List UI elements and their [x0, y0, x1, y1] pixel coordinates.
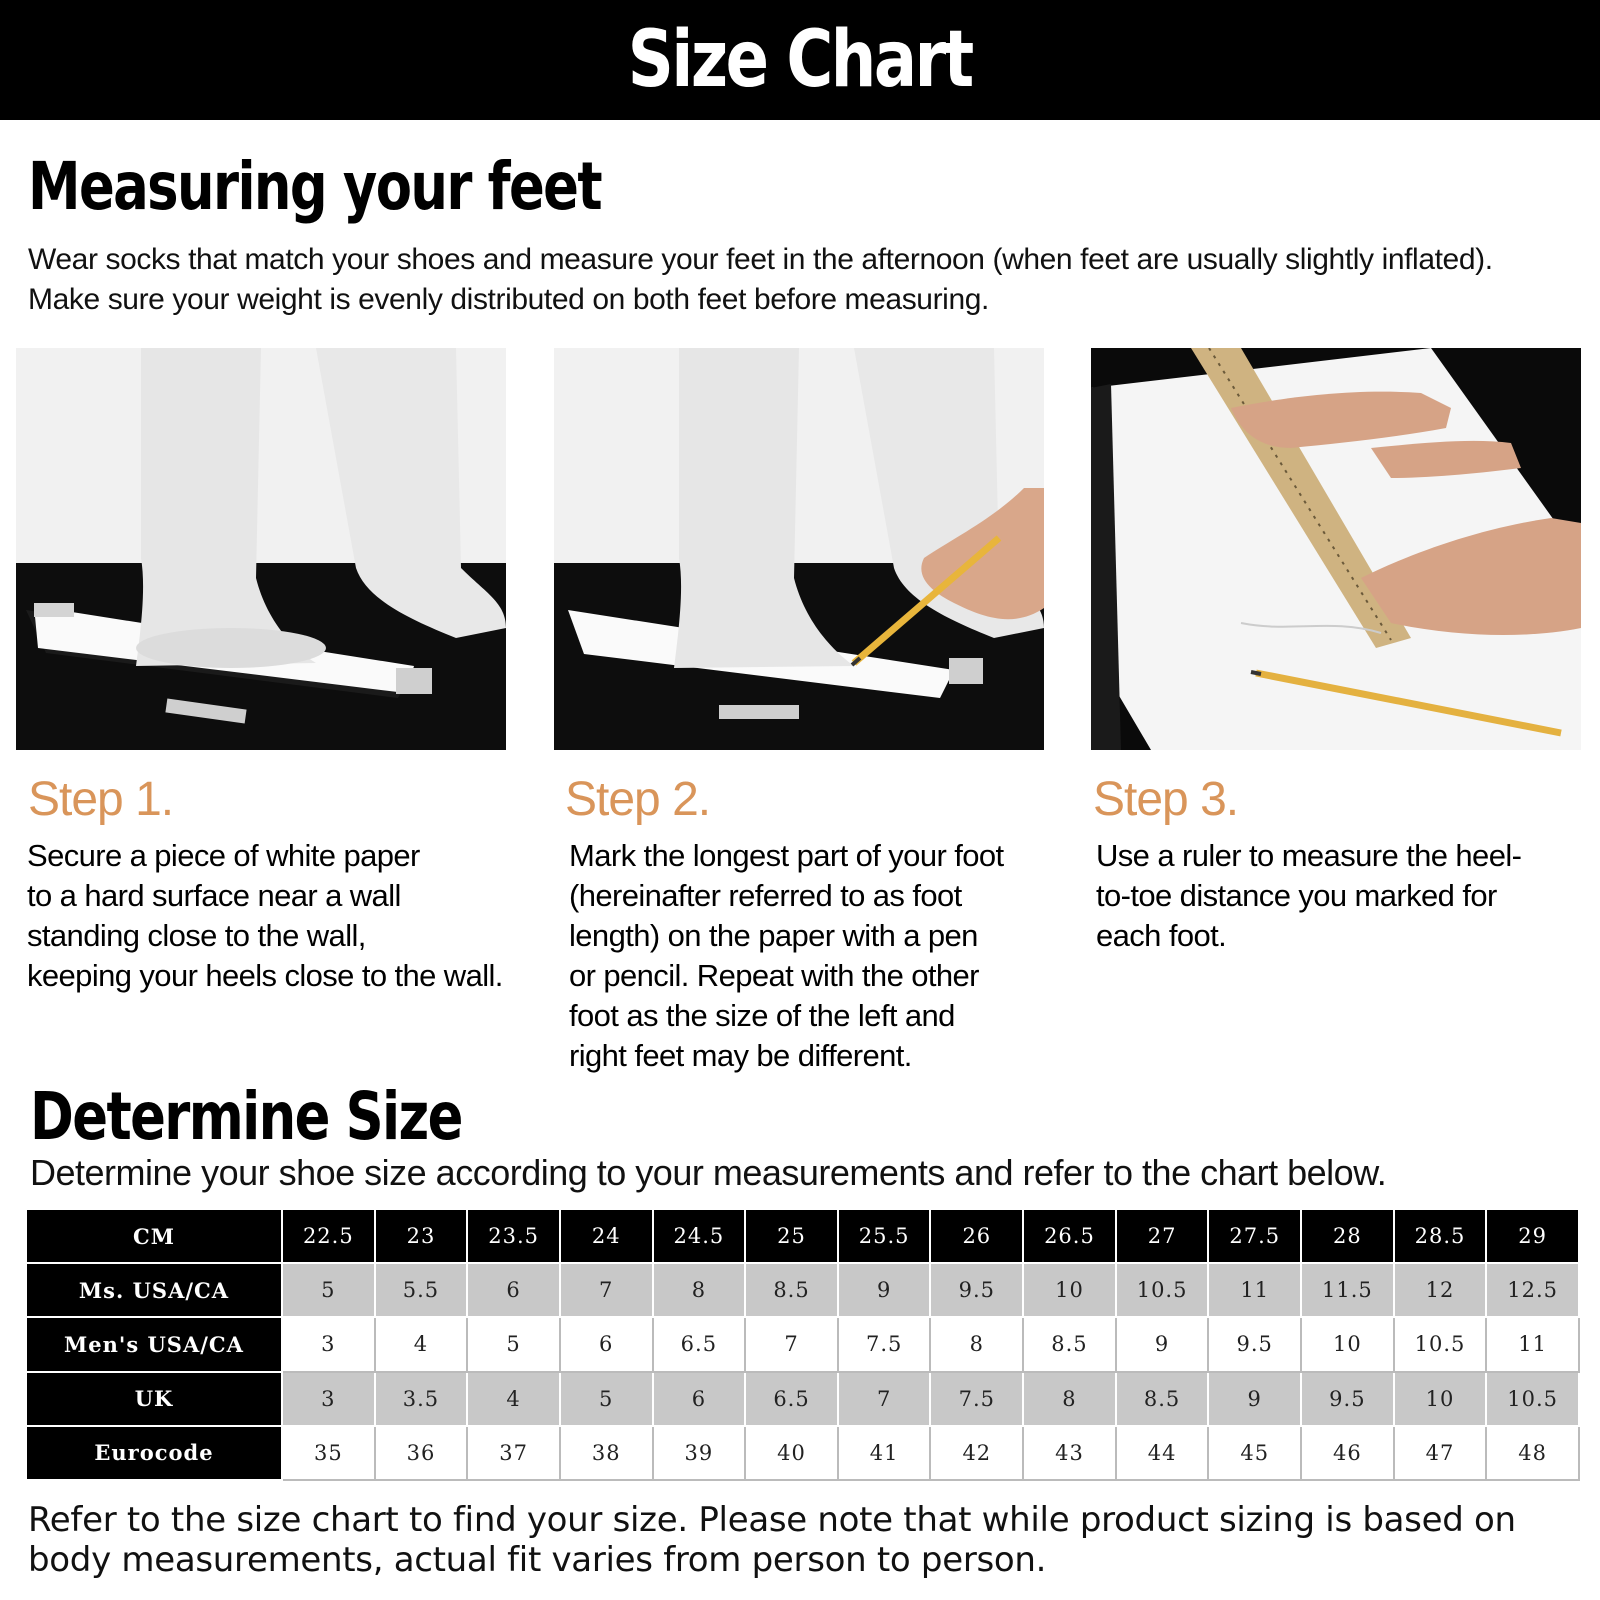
table-cell: 9.5 [1208, 1317, 1301, 1371]
determine-intro: Determine your shoe size according to your measurements and refer to the chart below. [30, 1152, 1387, 1193]
measuring-heading: Measuring your feet [28, 148, 602, 225]
table-cell: 8 [930, 1317, 1023, 1371]
table-cell: 40 [745, 1426, 838, 1480]
table-cell: 10.5 [1394, 1317, 1487, 1371]
table-cell: 11.5 [1301, 1263, 1394, 1317]
page-title: Size Chart [627, 15, 973, 105]
step-3-title: Step 3. [1093, 773, 1239, 826]
table-cell: 4 [467, 1372, 560, 1426]
table-cell: 6 [560, 1317, 653, 1371]
table-cell: 8.5 [1023, 1317, 1116, 1371]
table-cell: 35 [282, 1426, 375, 1480]
table-cell: 24.5 [653, 1209, 746, 1263]
table-cell: 25.5 [838, 1209, 931, 1263]
table-cell: 29 [1486, 1209, 1579, 1263]
row-header: CM [26, 1209, 282, 1263]
table-cell: 26.5 [1023, 1209, 1116, 1263]
footer-note: Refer to the size chart to find your size. Please note that while product sizing is based on body measurements, actual fit varies from person to person. [28, 1500, 1516, 1580]
table-cell: 44 [1116, 1426, 1209, 1480]
table-cell: 5.5 [375, 1263, 468, 1317]
table-row [26, 1426, 1579, 1480]
table-cell: 10 [1023, 1263, 1116, 1317]
table-cell: 12 [1394, 1263, 1487, 1317]
table-cell: 10.5 [1116, 1263, 1209, 1317]
table-cell: 28.5 [1394, 1209, 1487, 1263]
table-cell: 37 [467, 1426, 560, 1480]
table-cell: 5 [467, 1317, 560, 1371]
table-cell: 39 [653, 1426, 746, 1480]
table-cell: 26 [930, 1209, 1023, 1263]
table-row [26, 1372, 1579, 1426]
table-cell: 36 [375, 1426, 468, 1480]
table-cell: 9 [1116, 1317, 1209, 1371]
determine-heading: Determine Size [30, 1078, 462, 1155]
table-cell: 4 [375, 1317, 468, 1371]
table-cell: 27 [1116, 1209, 1209, 1263]
table-cell: 3.5 [375, 1372, 468, 1426]
table-cell: 8.5 [1116, 1372, 1209, 1426]
table-cell: 8.5 [745, 1263, 838, 1317]
table-cell: 6 [653, 1372, 746, 1426]
table-cell: 3 [282, 1317, 375, 1371]
table-cell: 38 [560, 1426, 653, 1480]
table-cell: 7 [560, 1263, 653, 1317]
row-header: UK [26, 1372, 282, 1426]
table-cell: 12.5 [1486, 1263, 1579, 1317]
table-cell: 5 [560, 1372, 653, 1426]
table-cell: 11 [1208, 1263, 1301, 1317]
table-cell: 3 [282, 1372, 375, 1426]
table-cell: 23 [375, 1209, 468, 1263]
table-row [26, 1263, 1579, 1317]
table-cell: 45 [1208, 1426, 1301, 1480]
table-cell: 23.5 [467, 1209, 560, 1263]
table-row [26, 1209, 1579, 1263]
step-1-title: Step 1. [28, 773, 174, 826]
step-3-text: Use a ruler to measure the heel- to-toe distance you marked for each foot. [1096, 838, 1522, 953]
table-cell: 9 [838, 1263, 931, 1317]
table-cell: 7 [745, 1317, 838, 1371]
table-cell: 5 [282, 1263, 375, 1317]
step-1-photo [16, 348, 506, 750]
table-cell: 8 [1023, 1372, 1116, 1426]
table-cell: 24 [560, 1209, 653, 1263]
table-cell: 9.5 [1301, 1372, 1394, 1426]
row-header: Men's USA/CA [26, 1317, 282, 1371]
table-cell: 11 [1486, 1317, 1579, 1371]
table-cell: 47 [1394, 1426, 1487, 1480]
table-cell: 46 [1301, 1426, 1394, 1480]
table-cell: 10 [1301, 1317, 1394, 1371]
table-cell: 48 [1486, 1426, 1579, 1480]
table-cell: 22.5 [282, 1209, 375, 1263]
table-cell: 8 [653, 1263, 746, 1317]
table-cell: 10.5 [1486, 1372, 1579, 1426]
table-cell: 9 [1208, 1372, 1301, 1426]
table-cell: 10 [1394, 1372, 1487, 1426]
step-3-photo [1091, 348, 1581, 750]
row-header: Eurocode [26, 1426, 282, 1480]
table-row [26, 1317, 1579, 1371]
table-cell: 6 [467, 1263, 560, 1317]
measuring-intro-line-1: Wear socks that match your shoes and measure your feet in the afternoon (when feet are usually slightly inflated). [28, 243, 1493, 276]
table-cell: 9.5 [930, 1263, 1023, 1317]
step-2-photo [554, 348, 1044, 750]
step-1-text: Secure a piece of white paper to a hard surface near a wall standing close to the wall, keeping your heels close to the wall. [27, 838, 503, 993]
title-banner [0, 0, 1600, 120]
step-2-title: Step 2. [565, 773, 711, 826]
table-cell: 7.5 [838, 1317, 931, 1371]
table-cell: 6.5 [653, 1317, 746, 1371]
table-cell: 25 [745, 1209, 838, 1263]
step-2-text: Mark the longest part of your foot (hereinafter referred to as foot length) on the paper with a pen or pencil. Repeat with the other foot as the size of the left and right feet may be different. [569, 838, 1004, 1073]
table-cell: 7.5 [930, 1372, 1023, 1426]
size-chart-table [25, 1208, 1580, 1481]
table-cell: 41 [838, 1426, 931, 1480]
table-cell: 28 [1301, 1209, 1394, 1263]
table-cell: 42 [930, 1426, 1023, 1480]
table-cell: 27.5 [1208, 1209, 1301, 1263]
measuring-intro [28, 240, 1588, 320]
measuring-intro-line-2: Make sure your weight is evenly distributed on both feet before measuring. [28, 283, 989, 316]
row-header: Ms. USA/CA [26, 1263, 282, 1317]
table-cell: 7 [838, 1372, 931, 1426]
table-cell: 43 [1023, 1426, 1116, 1480]
table-cell: 6.5 [745, 1372, 838, 1426]
